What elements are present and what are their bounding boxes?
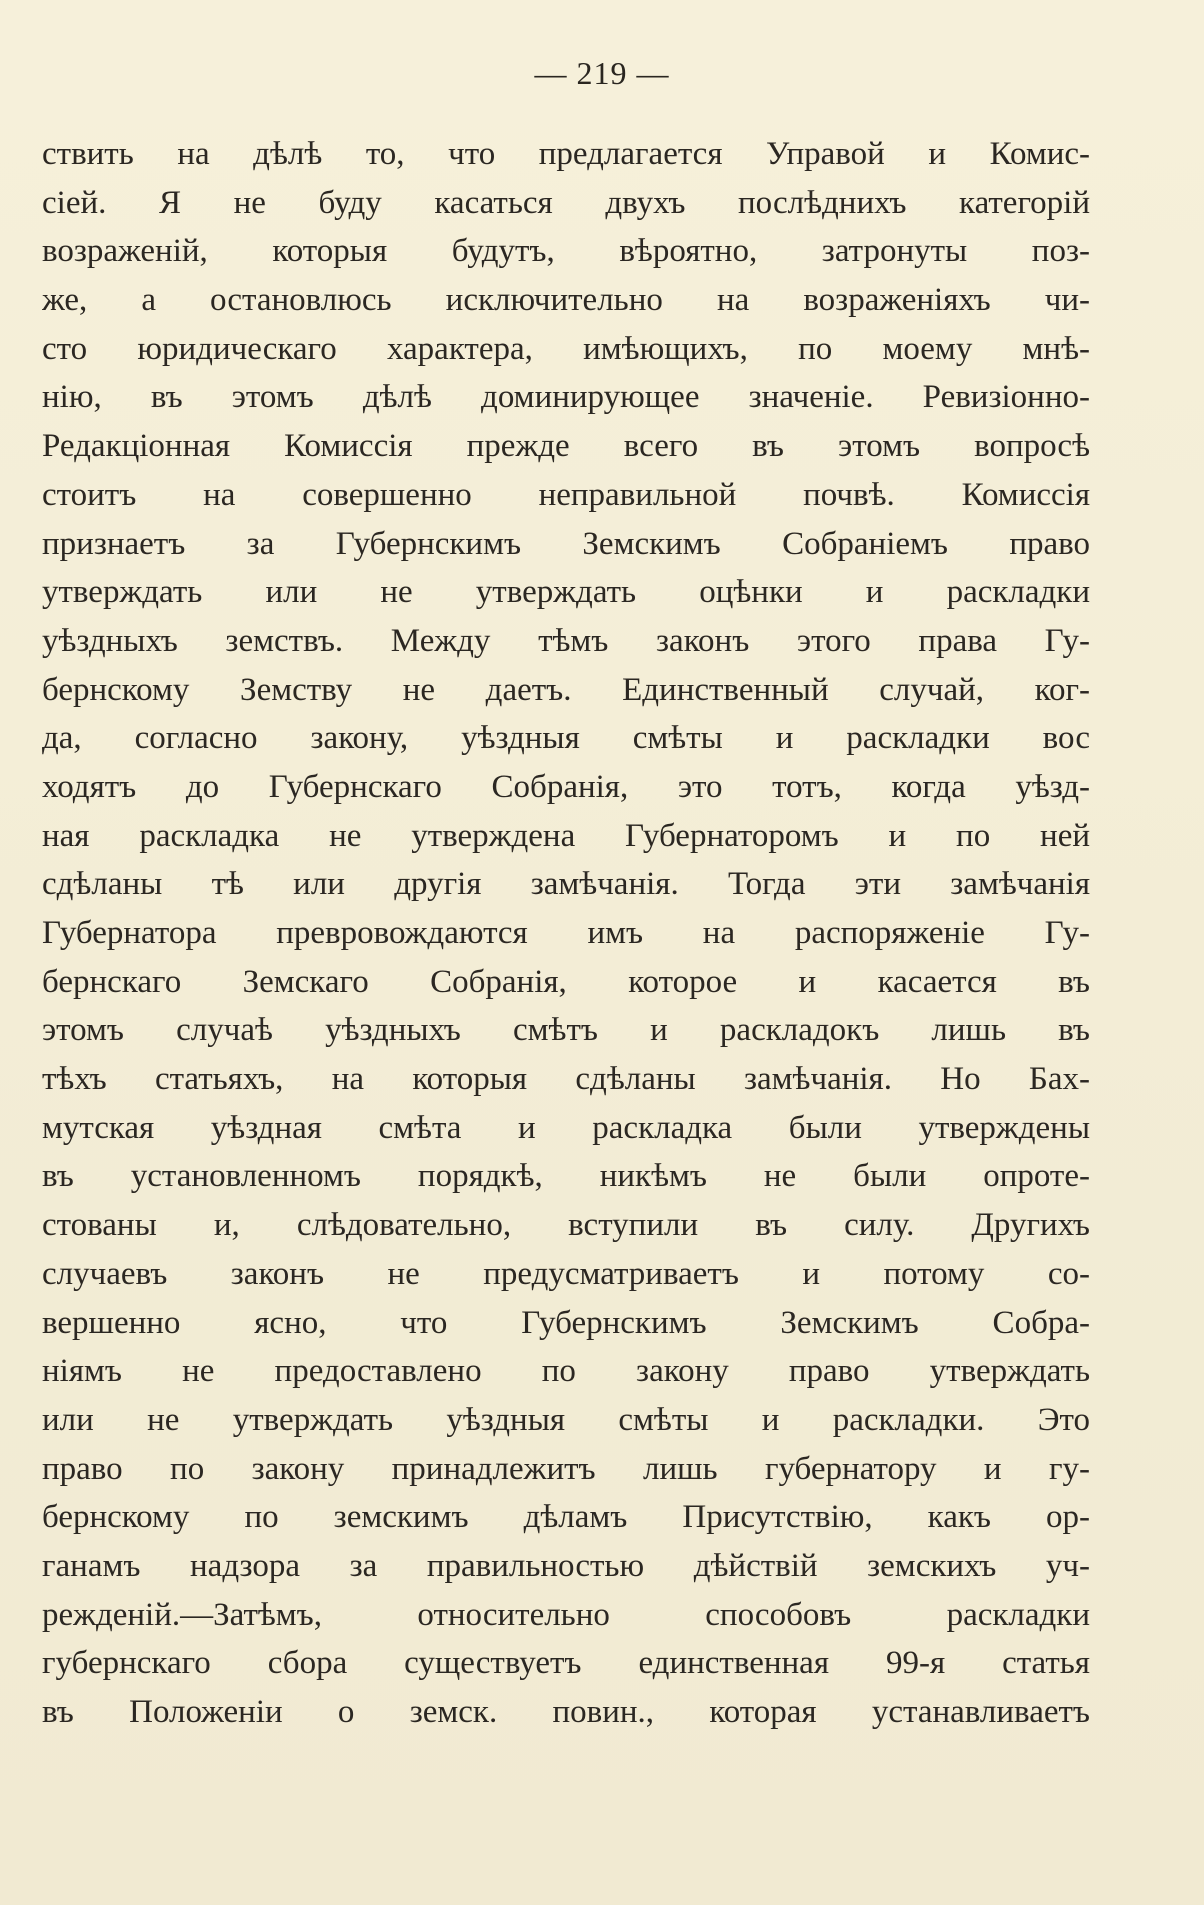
text-line: ствить на дѣлѣ то, что предлагается Управой и Комис- (42, 136, 1090, 172)
text-line: стованы и, слѣдовательно, вступили въ силу. Другихъ (42, 1207, 1090, 1244)
page-number: — 219 — (534, 55, 670, 91)
text-line: ная раскладка не утверждена Губернаторомъ и по ней (42, 817, 1090, 854)
text-line: или не утверждать уѣздныя смѣты и раскладки. Это (42, 1401, 1090, 1438)
text-line: сдѣланы тѣ или другія замѣчанія. Тогда эти замѣчанія (42, 866, 1090, 903)
text-line: возраженій, которыя будутъ, вѣроятно, затронуты поз- (42, 233, 1090, 270)
body-text (42, 130, 1090, 1737)
text-line: сто юридическаго характера, имѣющихъ, по моему мнѣ- (42, 330, 1090, 367)
text-line: Редакціонная Комиссія прежде всего въ этомъ вопросѣ (42, 428, 1090, 465)
text-line: утверждать или не утверждать оцѣнки и раскладки (42, 574, 1090, 611)
text-line: ганамъ надзора за правильностью дѣйствій земскихъ уч- (42, 1547, 1090, 1584)
text-line: мутская уѣздная смѣта и раскладка были утверждены (42, 1109, 1090, 1146)
text-line: тѣхъ статьяхъ, на которыя сдѣланы замѣчанія. Но Бах- (42, 1061, 1090, 1098)
text-line: Губернатора превровождаются имъ на распоряженіе Гу- (42, 915, 1090, 951)
text-line: губернскаго сбора существуетъ единственная 99-я статья (42, 1645, 1090, 1682)
text-line: сіей. Я не буду касаться двухъ послѣднихъ категорій (42, 184, 1090, 221)
text-line: этомъ случаѣ уѣздныхъ смѣтъ и раскладокъ лишь въ (42, 1012, 1090, 1049)
text-line: ніямъ не предоставлено по закону право утверждать (42, 1353, 1090, 1390)
text-line: въ установленномъ порядкѣ, никѣмъ не были опроте- (42, 1158, 1090, 1195)
text-line: случаевъ законъ не предусматриваетъ и потому со- (42, 1255, 1090, 1292)
text-line: ходятъ до Губернскаго Собранія, это тотъ, когда уѣзд- (42, 768, 1090, 805)
text-line: бернскаго Земскаго Собранія, которое и касается въ (42, 963, 1090, 1000)
text-line: же, а остановлюсь исключительно на возраженіяхъ чи- (42, 282, 1090, 319)
text-line: нію, въ этомъ дѣлѣ доминирующее значеніе. Ревизіонно- (42, 379, 1090, 416)
text-line: уѣздныхъ земствъ. Между тѣмъ законъ этого права Гу- (42, 622, 1090, 659)
text-line: въ Положеніи о земск. повин., которая устанавливаетъ (42, 1694, 1090, 1730)
text-line: стоитъ на совершенно неправильной почвѣ. Комиссія (42, 476, 1090, 513)
text-line: вершенно ясно, что Губернскимъ Земскимъ Собра- (42, 1304, 1090, 1341)
text-line: бернскому по земскимъ дѣламъ Присутствію, какъ ор- (42, 1499, 1090, 1536)
text-line: да, согласно закону, уѣздныя смѣты и раскладки вос (42, 720, 1090, 757)
text-line: режденій.—Затѣмъ, относительно способовъ раскладки (42, 1596, 1090, 1633)
text-line: признаетъ за Губернскимъ Земскимъ Собраніемъ право (42, 525, 1090, 562)
text-line: бернскому Земству не даетъ. Единственный случай, ког- (42, 671, 1090, 708)
text-line: право по закону принадлежитъ лишь губернатору и гу- (42, 1450, 1090, 1487)
